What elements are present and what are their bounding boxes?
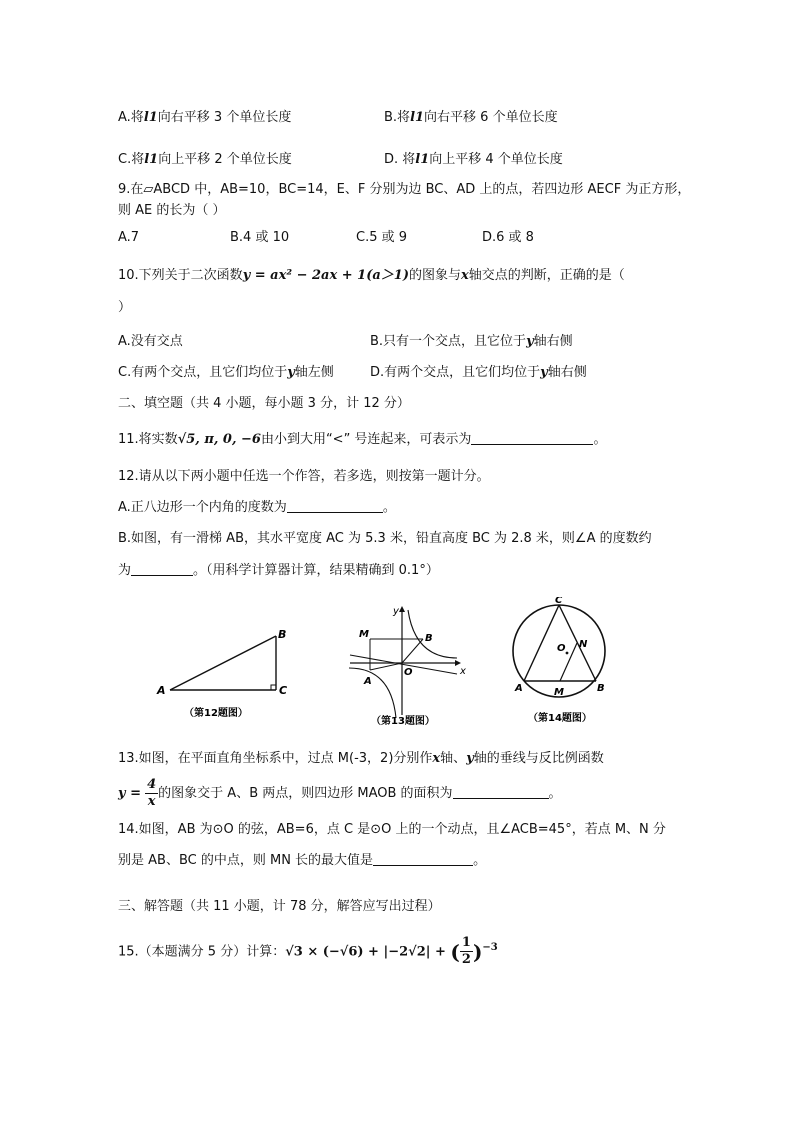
label-n: N [579,639,588,650]
label-m: M [359,629,369,640]
q9-stem-line1: 9.在▱ABCD 中，AB=10，BC=14，E、F 分别为边 BC、AD 上的点，若四边形 AECF 为正方形， [118,182,691,197]
figure-14 [500,597,620,730]
q13-answer-blank[interactable] [453,784,549,799]
q14-answer-blank[interactable] [373,851,473,866]
figure-12 [150,620,300,730]
q12b-answer-blank[interactable] [131,561,193,576]
l1-symbol: l1 [415,152,430,167]
hyperbola-branch-q3 [349,668,396,718]
q14-stem-line1: 14.如图，AB 为⊙O 的弦，AB=6，点 C 是⊙O 上的一个动点，且∠ACB=45°，若点 M、N 分 [118,822,666,837]
q11-stem: 11.将实数√5, π, 0, −6由小到大用“<” 号连起来，可表示为 。 [118,432,607,447]
label-x: x [460,666,466,677]
segment-ob [402,639,423,663]
q9-option-c: C.5 或 9 [356,230,408,245]
q13-stem-line2: y = $\frac{4}{x}$ 的图象交于 A、B 两点，则四边形 MAOB 的面积为 。 [118,777,562,809]
figure-13 [345,600,470,732]
segment-ab [170,636,276,690]
q9-option-b: B.4 或 10 [230,230,290,245]
right-angle-mark [271,685,276,690]
section2-heading: 二、填空题（共 4 小题，每小题 3 分，计 12 分） [118,396,410,411]
q11-answer-blank[interactable] [471,430,593,445]
q9-option-a: A.7 [118,230,140,245]
label-a: A [515,683,523,694]
q10-option-b: B.只有一个交点，且它位于y轴右侧 [370,334,573,349]
label-c: C [555,597,563,606]
q8-option-b: B.将l1向右平移 6 个单位长度 [384,110,558,125]
label-y: y [393,606,399,617]
q9-stem-line2: 则 AE 的长为（ ） [118,203,226,218]
q10-formula: y = ax² − 2ax + 1(a＞1) [242,268,409,283]
q8-option-a: A.将l1向右平移 3 个单位长度 [118,110,292,125]
q12-intro: 12.请从以下两小题中任选一个作答，若多选，则按第一题计分。 [118,469,490,484]
caption-fig12: （第12题图） [184,708,248,719]
caption-fig14: （第14题图） [528,713,592,724]
q11-values: √5, π, 0, −6 [177,432,261,447]
center-point-o [566,652,569,655]
q9-option-d: D.6 或 8 [482,230,534,245]
l1-symbol: l1 [144,152,159,167]
label-a: A [157,684,166,697]
label-b: B [425,633,433,644]
q12a-answer-blank[interactable] [287,498,383,513]
q12-part-b-line2: 为 。（用科学计算器计算，结果精确到 0.1°） [118,563,439,578]
q13-stem-line1: 13.如图，在平面直角坐标系中，过点 M(-3，2)分别作x轴、y轴的垂线与反比例函数 [118,751,604,766]
q12-part-b-line1: B.如图，有一滑梯 AB，其水平宽度 AC 为 5.3 米，铅直高度 BC 为 2.8 米，则∠A 的度数约 [118,531,652,546]
q14-stem-line2: 别是 AB、BC 的中点，则 MN 长的最大值是 。 [118,853,487,868]
q10-option-c: C.有两个交点，且它们均位于y轴左侧 [118,365,334,380]
l1-symbol: l1 [410,110,425,125]
caption-fig13: （第13题图） [371,716,435,727]
section3-heading: 三、解答题（共 11 小题，计 78 分，解答应写出过程） [118,899,441,914]
fraction-4-over-x: $\frac{4}{x}$ [147,777,157,809]
label-o: O [557,643,566,654]
q10-option-a: A.没有交点 [118,334,183,349]
q15-expression: √3 × (−√6) + |−2√2| + [285,944,451,960]
fraction-one-half: $\frac{1}{2}$ [461,935,471,968]
q15-stem: 15.（本题满分 5 分）计算：√3 × (−√6) + |−2√2| + ( $\frac{1}{2}$ )$^{-3}$ [118,935,498,968]
q10-stem-line2: ） [118,300,132,315]
exponent-neg3: −3 [482,942,498,953]
label-m: M [554,687,564,698]
l1-symbol: l1 [143,110,158,125]
segment-ao [370,663,402,670]
label-b: B [597,683,605,694]
label-a: A [364,676,372,687]
label-c: C [279,684,288,697]
label-b: B [278,628,287,641]
q10-option-d: D.有两个交点，且它们均位于y轴右侧 [370,365,587,380]
q10-stem: 10.下列关于二次函数y = ax² − 2ax + 1(a＞1)的图象与x轴交点的判断，正确的是（ [118,268,625,283]
y-axis-arrow [399,606,405,612]
q8-option-d: D. 将l1向上平移 4 个单位长度 [384,152,563,167]
q12-part-a: A.正八边形一个内角的度数为 。 [118,500,396,515]
q8-option-c: C.将l1向上平移 2 个单位长度 [118,152,292,167]
label-o: O [404,667,413,678]
